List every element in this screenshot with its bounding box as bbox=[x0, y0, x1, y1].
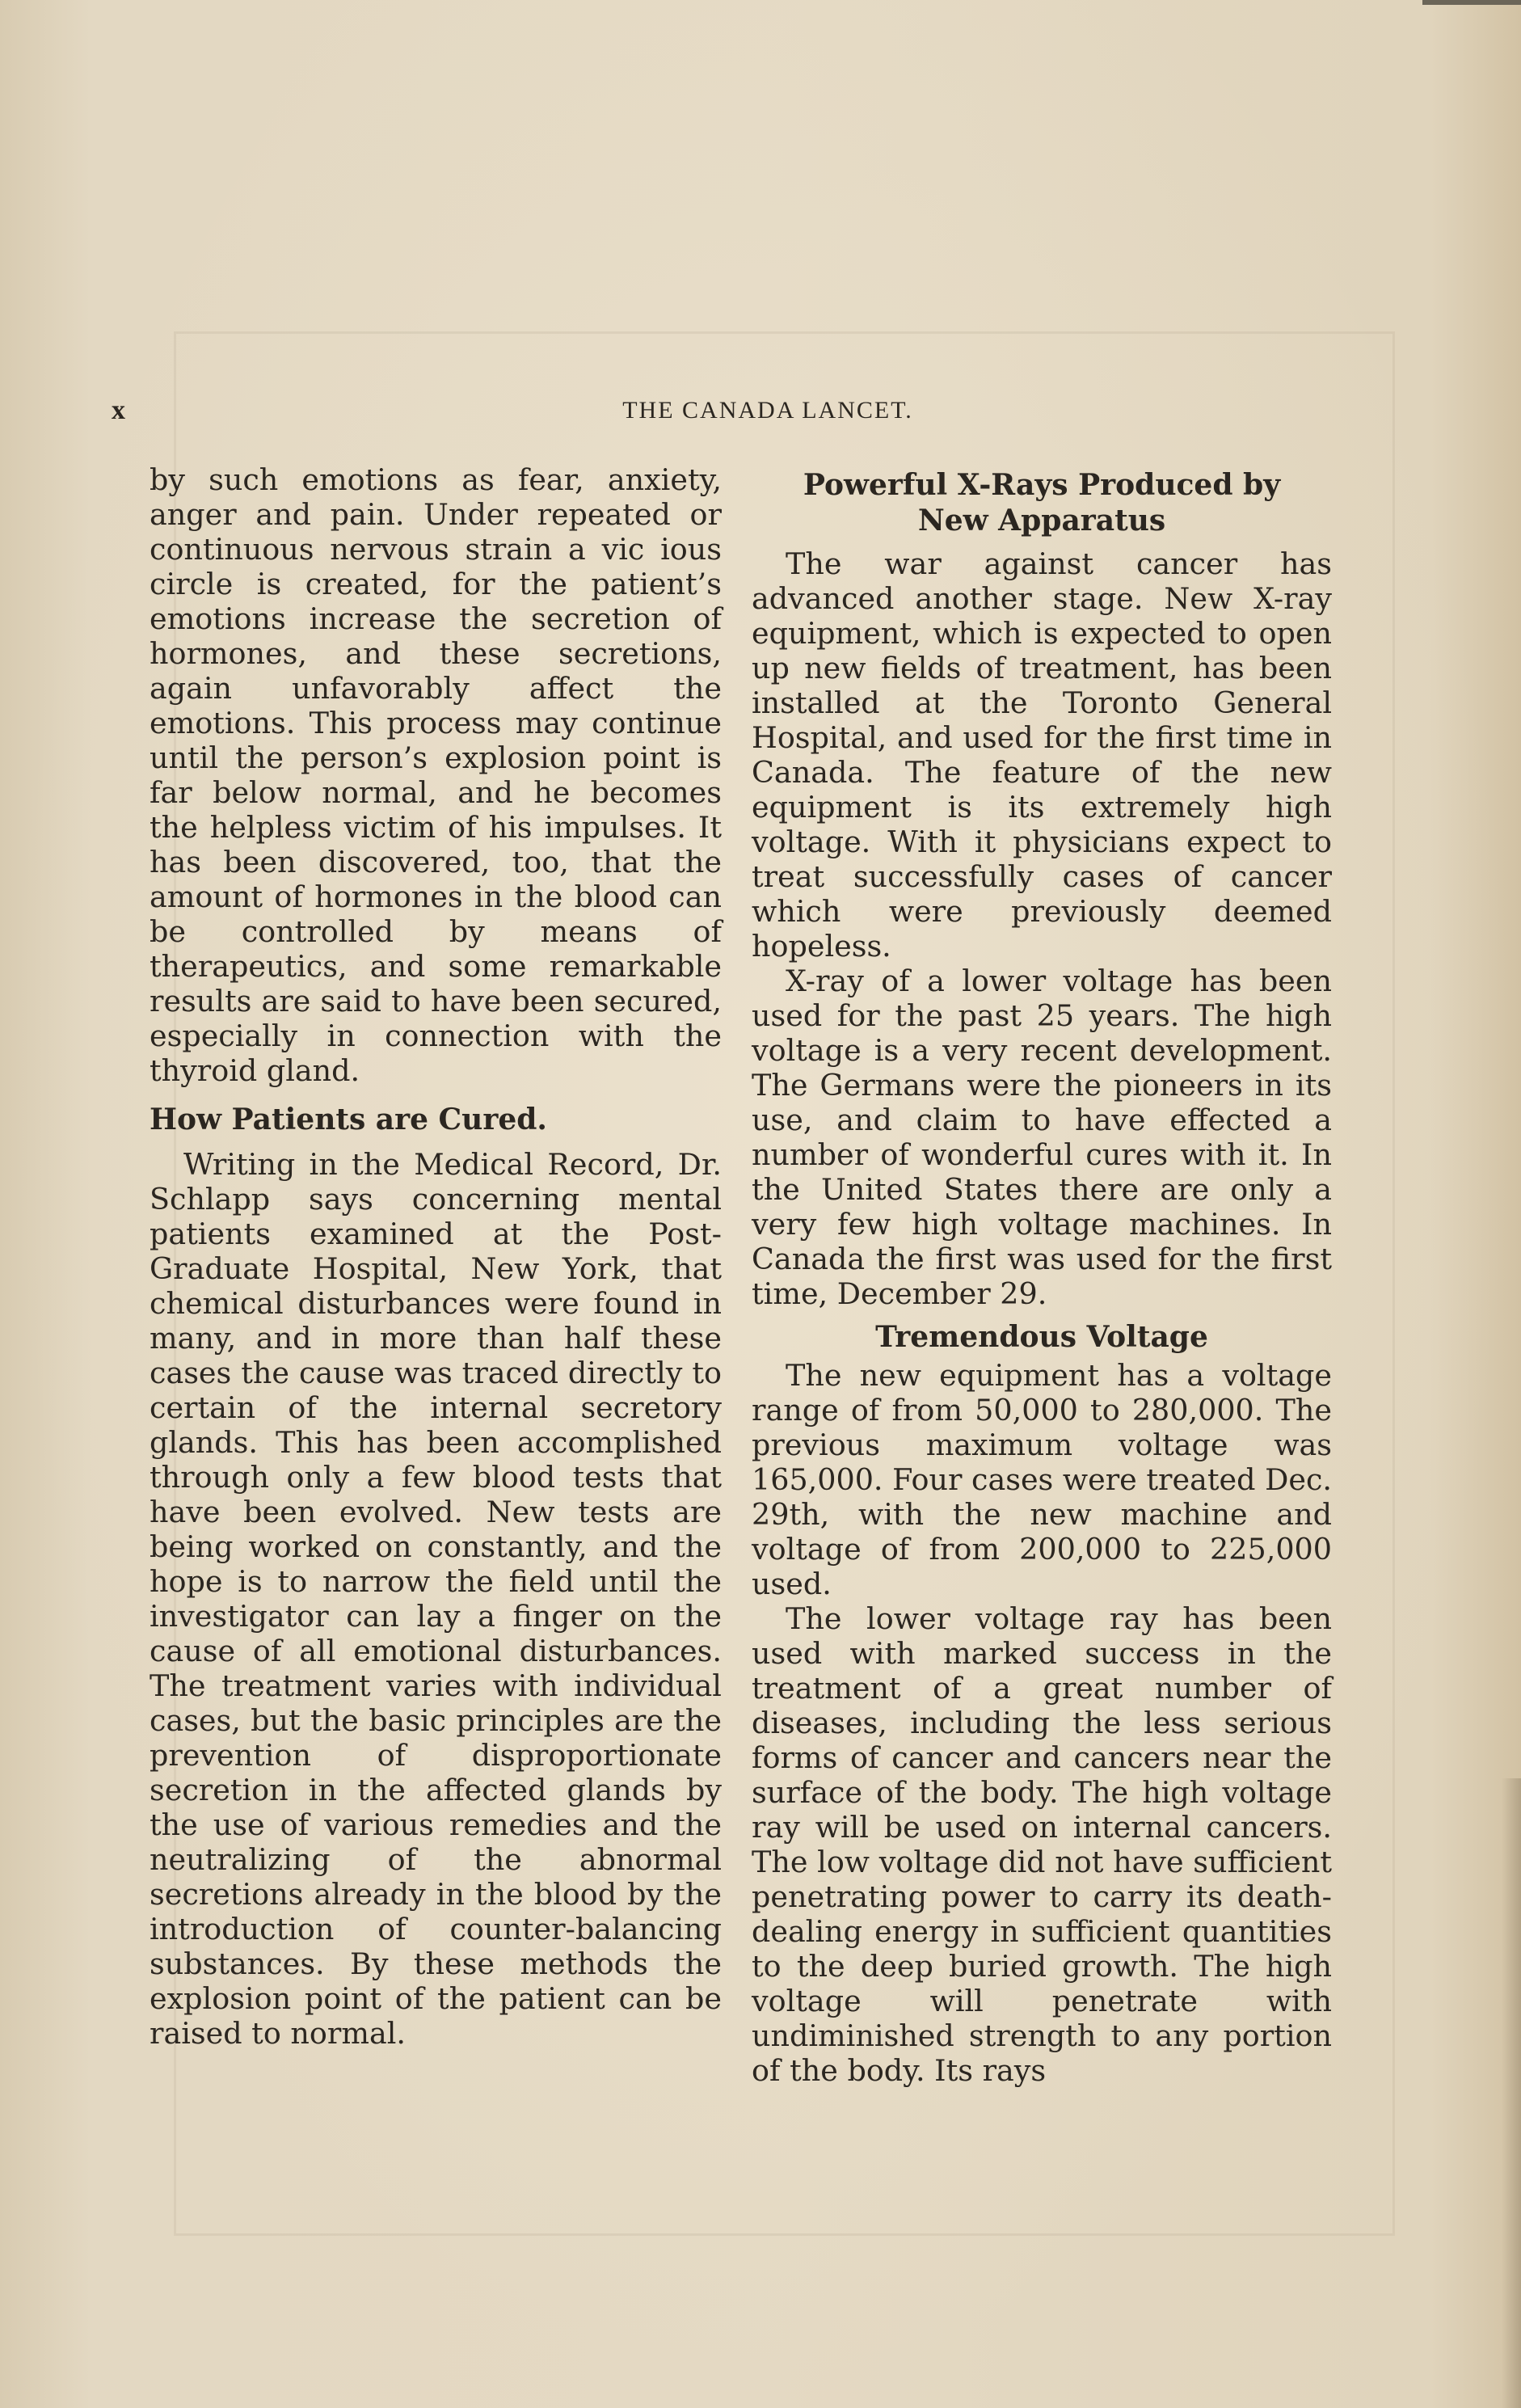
article-heading bbox=[752, 467, 1332, 538]
right-paragraph-2: X-ray of a lower voltage has been used for the past 25 years. The high voltage is a very recent development. The Germans were the pioneers in its use, and claim to have effected a number of wonderful cures with it. In the United States there are only a very few high voltage machines. In Canada the first was used for the first time, December 29. bbox=[752, 964, 1332, 1311]
running-head: THE CANADA LANCET. bbox=[622, 397, 913, 424]
right-paragraph-4: The lower voltage ray has been used with marked success in the treatment of a great number of diseases, including the less serious forms of cancer and cancers near the surface of the body. The high voltage ray will be used on internal cancers. The low voltage did not have sufficient penetrating power to carry its death-dealing energy in sufficient quantities to the deep buried growth. The high voltage will penetrate with undiminished strength to any portion of the body. Its rays bbox=[752, 1601, 1332, 2088]
page-edge-shadow-right bbox=[1502, 1778, 1521, 2408]
page-edge-shadow bbox=[1422, 0, 1521, 5]
article-heading-line-1: Powerful X-Rays Produced by bbox=[803, 468, 1281, 502]
section-heading-how-patients-are-cured: How Patients are Cured. bbox=[150, 1103, 547, 1137]
left-paragraph-1: by such emotions as fear, anxiety, anger and pain. Under repeated or continuous nervous strain a vic ious circle is created, for the patient’s emotions increase the secretion of hormones, and these secretions, again unfavorably affect the emotions. This process may continue until the person’s explosion point is far below normal, and he becomes the helpless victim of his impulses. It has been discovered, too, that the amount of hormones in the blood can be controlled by means of therapeutics, and some remarkable results are said to have been secured, especially in connection with the thyroid gland. bbox=[150, 462, 722, 1088]
left-column bbox=[150, 462, 722, 2051]
section-heading-tremendous-voltage: Tremendous Voltage bbox=[875, 1320, 1208, 1354]
right-column bbox=[752, 467, 1332, 2088]
page-number: x bbox=[112, 395, 126, 425]
left-paragraph-2: Writing in the Medical Record, Dr. Schlapp says concerning mental patients examined at the Post-Graduate Hospital, New York, that chemical disturbances were found in many, and in more than half these cases the cause was traced directly to certain of the internal secretory glands. This has been accomplished through only a few blood tests that have been evolved. New tests are being worked on constantly, and the hope is to narrow the field until the investigator can lay a finger on the cause of all emotional disturbances. The treatment varies with individual cases, but the basic principles are the prevention of disproportionate secretion in the affected glands by the use of various remedies and the neutralizing of the abnormal secretions already in the blood by the introduction of counter-balancing substances. By these methods the explosion point of the patient can be raised to normal. bbox=[150, 1147, 722, 2051]
right-paragraph-1: The war against cancer has advanced another stage. New X-ray equipment, which is expected to open up new fields of treatment, has been installed at the Toronto General Hospital, and used for the first time in Canada. The feature of the new equipment is its extremely high voltage. With it physicians expect to treat successfully cases of cancer which were previously deemed hopeless. bbox=[752, 546, 1332, 964]
article-heading-line-2: New Apparatus bbox=[917, 504, 1166, 538]
right-paragraph-3: The new equipment has a voltage range of from 50,000 to 280,000. The previous maximum voltage was 165,000. Four cases were treated Dec. 29th, with the new machine and voltage of from 200,000 to 225,000 used. bbox=[752, 1358, 1332, 1601]
